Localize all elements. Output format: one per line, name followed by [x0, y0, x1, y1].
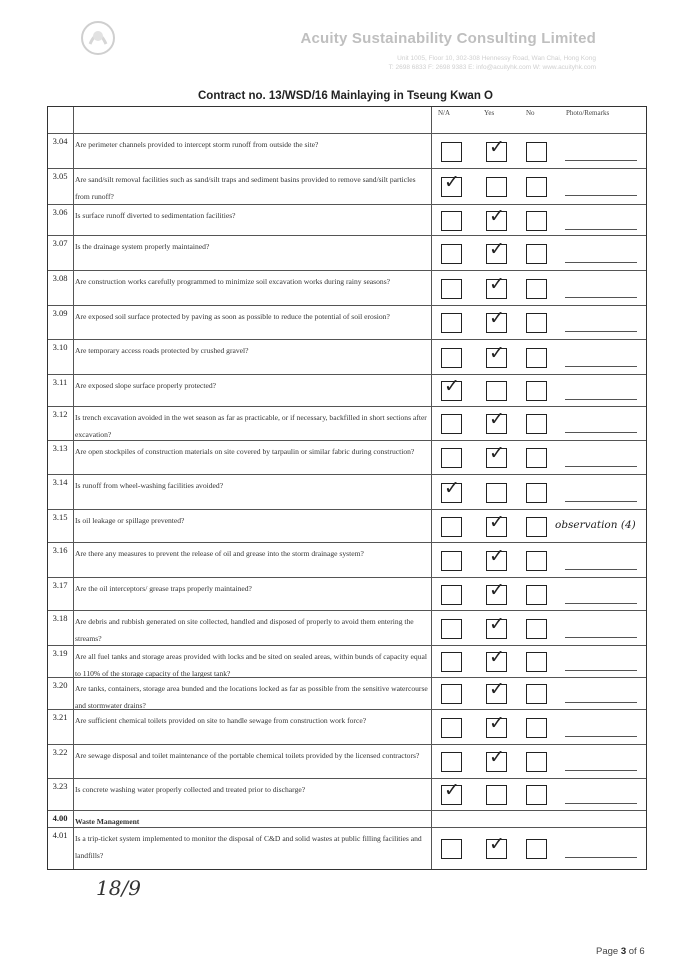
check-mark-icon: ✓: [489, 342, 505, 364]
check-mark-icon: ✓: [489, 205, 505, 227]
check-mark-icon: ✓: [489, 545, 505, 567]
checkbox-na[interactable]: [441, 652, 462, 672]
item-question: Is trench excavation avoided in the wet season as far as practicable, or if necessary, backfilled in short sections after excavation?: [75, 413, 427, 439]
remark-line[interactable]: [565, 603, 637, 604]
checkbox-no[interactable]: [526, 752, 547, 772]
table-row: [48, 645, 646, 677]
item-question: Is surface runoff diverted to sedimentation facilities?: [75, 211, 236, 220]
checkbox-no[interactable]: [526, 211, 547, 231]
item-question: Are sewage disposal and toilet maintenance of the portable chemical toilets provided by the licensed contractors?: [75, 751, 420, 760]
item-number: 4.00: [52, 813, 68, 823]
check-mark-icon: ✓: [489, 238, 505, 260]
item-question: Are the oil interceptors/ grease traps properly maintained?: [75, 584, 252, 593]
remark-line[interactable]: [565, 195, 637, 196]
item-question: Are perimeter channels provided to intercept storm runoff from outside the site?: [75, 140, 319, 149]
item-number: 3.19: [52, 648, 68, 658]
remark-line[interactable]: [565, 736, 637, 737]
checkbox-no[interactable]: [526, 483, 547, 503]
check-mark-icon: ✓: [489, 646, 505, 668]
table-row: [48, 810, 646, 827]
checkbox-no[interactable]: [526, 313, 547, 333]
checkbox-na[interactable]: [441, 839, 462, 859]
checkbox-na[interactable]: [441, 279, 462, 299]
checkbox-no[interactable]: [526, 142, 547, 162]
remark-line[interactable]: [565, 297, 637, 298]
checklist-table: [47, 106, 647, 870]
check-mark-icon: ✓: [489, 511, 505, 533]
table-row: [48, 270, 646, 305]
check-mark-icon: ✓: [444, 171, 460, 193]
remark-line[interactable]: [565, 501, 637, 502]
check-mark-icon: ✓: [489, 712, 505, 734]
table-row: [48, 406, 646, 440]
check-mark-icon: ✓: [489, 579, 505, 601]
remark-line[interactable]: [565, 702, 637, 703]
table-row: [48, 744, 646, 778]
table-row: [48, 509, 646, 542]
checkbox-no[interactable]: [526, 619, 547, 639]
item-question: Are all fuel tanks and storage areas provided with locks and be sited on sealed areas, within bunds of capacity equal to 110% of the storage capacity of the largest tank?: [75, 652, 427, 678]
item-question: Is concrete washing water properly collected and treated prior to discharge?: [75, 785, 306, 794]
table-row: [48, 542, 646, 577]
checkbox-na[interactable]: [441, 517, 462, 537]
item-question: Is the drainage system properly maintained?: [75, 242, 210, 251]
checkbox-na[interactable]: [441, 619, 462, 639]
table-row: [48, 827, 646, 869]
item-question: Waste Management: [75, 817, 140, 826]
item-question: Are debris and rubbish generated on site collected, handled and disposed of properly to avoid them entering the streams?: [75, 617, 414, 643]
item-question: Are construction works carefully programmed to minimize soil excavation works during rainy seasons?: [75, 277, 391, 286]
table-row: [48, 305, 646, 339]
item-number: 3.12: [52, 409, 68, 419]
item-number: 3.20: [52, 680, 68, 690]
check-mark-icon: ✓: [444, 779, 460, 801]
table-row: [48, 204, 646, 235]
item-question: Are there any measures to prevent the release of oil and grease into the storm drainage system?: [75, 549, 364, 558]
checkbox-na[interactable]: [441, 585, 462, 605]
checkbox-no[interactable]: [526, 839, 547, 859]
item-number: 3.17: [52, 580, 68, 590]
checkbox-no[interactable]: [526, 448, 547, 468]
table-row: [48, 677, 646, 709]
remark-line[interactable]: [565, 160, 637, 161]
checkbox-na[interactable]: [441, 142, 462, 162]
header-yes: Yes: [484, 109, 495, 117]
check-mark-icon: ✓: [489, 442, 505, 464]
item-number: 3.06: [52, 207, 68, 217]
remark-line[interactable]: [565, 857, 637, 858]
company-address: Unit 1005, Floor 10, 302-308 Hennessy Road, Wan Chai, Hong Kong T: 2698 6833 F: 2698 9383 E: info@acuityhk.com W: www.acuityhk.com: [388, 55, 596, 71]
item-question: Are tanks, containers, storage area bunded and the locations locked as far as possible from the sensitive watercourse and stormwater drains?: [75, 684, 428, 710]
checkbox-na[interactable]: [441, 211, 462, 231]
remark-line[interactable]: [565, 637, 637, 638]
checkbox-na[interactable]: [441, 313, 462, 333]
check-mark-icon: ✓: [489, 136, 505, 158]
remark-line[interactable]: [565, 466, 637, 467]
table-row: [48, 778, 646, 810]
check-mark-icon: ✓: [489, 408, 505, 430]
item-number: 3.04: [52, 136, 68, 146]
item-number: 3.13: [52, 443, 68, 453]
item-number: 3.23: [52, 781, 68, 791]
checkbox-no[interactable]: [526, 652, 547, 672]
item-number: 3.11: [52, 377, 68, 387]
check-mark-icon: ✓: [489, 613, 505, 635]
table-row: [48, 168, 646, 204]
item-number: 3.18: [52, 613, 68, 623]
remark-line[interactable]: [565, 432, 637, 433]
item-number: 3.07: [52, 238, 68, 248]
page-number: Page 3 of 6: [596, 946, 645, 957]
checkbox-na[interactable]: [441, 348, 462, 368]
checkbox-no[interactable]: [526, 517, 547, 537]
check-mark-icon: ✓: [489, 746, 505, 768]
table-row: [48, 440, 646, 474]
checkbox-yes[interactable]: [486, 381, 507, 401]
table-row: [48, 235, 646, 270]
checkbox-no[interactable]: [526, 244, 547, 264]
item-number: 3.10: [52, 342, 68, 352]
check-mark-icon: ✓: [489, 833, 505, 855]
checkbox-no[interactable]: [526, 177, 547, 197]
item-number: 3.21: [52, 712, 68, 722]
table-row: [48, 610, 646, 645]
item-question: Are exposed soil surface protected by paving as soon as possible to reduce the potential of soil erosion?: [75, 312, 390, 321]
checkbox-no[interactable]: [526, 718, 547, 738]
item-question: Are open stockpiles of construction materials on site covered by tarpaulin or similar fabric during construction?: [75, 447, 415, 456]
item-question: Are sand/silt removal facilities such as sand/silt traps and sediment basins provided to remove sand/silt particles from runoff?: [75, 175, 416, 201]
remark-line[interactable]: [565, 399, 637, 400]
remark-line[interactable]: [565, 229, 637, 230]
item-question: Are sufficient chemical toilets provided on site to handle sewage from construction work force?: [75, 716, 367, 725]
item-number: 3.14: [52, 477, 68, 487]
item-number: 3.08: [52, 273, 68, 283]
item-number: 3.15: [52, 512, 68, 522]
item-question: Are temporary access roads protected by crushed gravel?: [75, 346, 249, 355]
table-row: [48, 374, 646, 406]
company-name: Acuity Sustainability Consulting Limited: [300, 30, 596, 47]
checkbox-no[interactable]: [526, 585, 547, 605]
remark-line[interactable]: [565, 262, 637, 263]
item-question: Is oil leakage or spillage prevented?: [75, 516, 185, 525]
checkbox-yes[interactable]: [486, 785, 507, 805]
table-row: [48, 133, 646, 168]
item-question: Is runoff from wheel-washing facilities avoided?: [75, 481, 224, 490]
remark-line[interactable]: [565, 670, 637, 671]
header-no: No: [526, 109, 535, 117]
remark-line[interactable]: [565, 366, 637, 367]
remark-line[interactable]: [565, 569, 637, 570]
check-mark-icon: ✓: [489, 678, 505, 700]
checkbox-na[interactable]: [441, 244, 462, 264]
remark-line[interactable]: [565, 331, 637, 332]
checkbox-no[interactable]: [526, 684, 547, 704]
item-number: 3.05: [52, 171, 68, 181]
checkbox-na[interactable]: [441, 684, 462, 704]
item-number: 3.16: [52, 545, 68, 555]
checkbox-yes[interactable]: [486, 483, 507, 503]
remark-handwritten: observation (4): [555, 519, 636, 531]
check-mark-icon: ✓: [444, 375, 460, 397]
checkbox-na[interactable]: [441, 718, 462, 738]
checkbox-na[interactable]: [441, 752, 462, 772]
checkbox-no[interactable]: [526, 414, 547, 434]
checkbox-no[interactable]: [526, 551, 547, 571]
item-number: 4.01: [52, 830, 68, 840]
item-number: 3.09: [52, 308, 68, 318]
table-row: [48, 577, 646, 610]
table-row: [48, 474, 646, 509]
check-mark-icon: ✓: [489, 273, 505, 295]
item-number: 3.22: [52, 747, 68, 757]
checkbox-no[interactable]: [526, 348, 547, 368]
checkbox-no[interactable]: [526, 381, 547, 401]
table-row: [48, 339, 646, 374]
checkbox-na[interactable]: [441, 414, 462, 434]
checkbox-na[interactable]: [441, 448, 462, 468]
page-title: Contract no. 13/WSD/16 Mainlaying in Tseung Kwan O: [198, 90, 493, 102]
table-row: [48, 709, 646, 744]
remark-line[interactable]: [565, 803, 637, 804]
item-question: Is a trip-ticket system implemented to monitor the disposal of C&D and solid wastes at public filling facilities and landfills?: [75, 834, 422, 860]
checkbox-yes[interactable]: [486, 177, 507, 197]
checkbox-no[interactable]: [526, 785, 547, 805]
checkbox-na[interactable]: [441, 551, 462, 571]
checkbox-no[interactable]: [526, 279, 547, 299]
remark-line[interactable]: [565, 770, 637, 771]
header-remarks: Photo/Remarks: [566, 109, 610, 117]
handwritten-date: 18/9: [96, 876, 141, 900]
header-na: N/A: [438, 109, 451, 117]
check-mark-icon: ✓: [489, 307, 505, 329]
item-question: Are exposed slope surface properly protected?: [75, 381, 217, 390]
company-logo-icon: [78, 18, 118, 58]
check-mark-icon: ✓: [444, 477, 460, 499]
